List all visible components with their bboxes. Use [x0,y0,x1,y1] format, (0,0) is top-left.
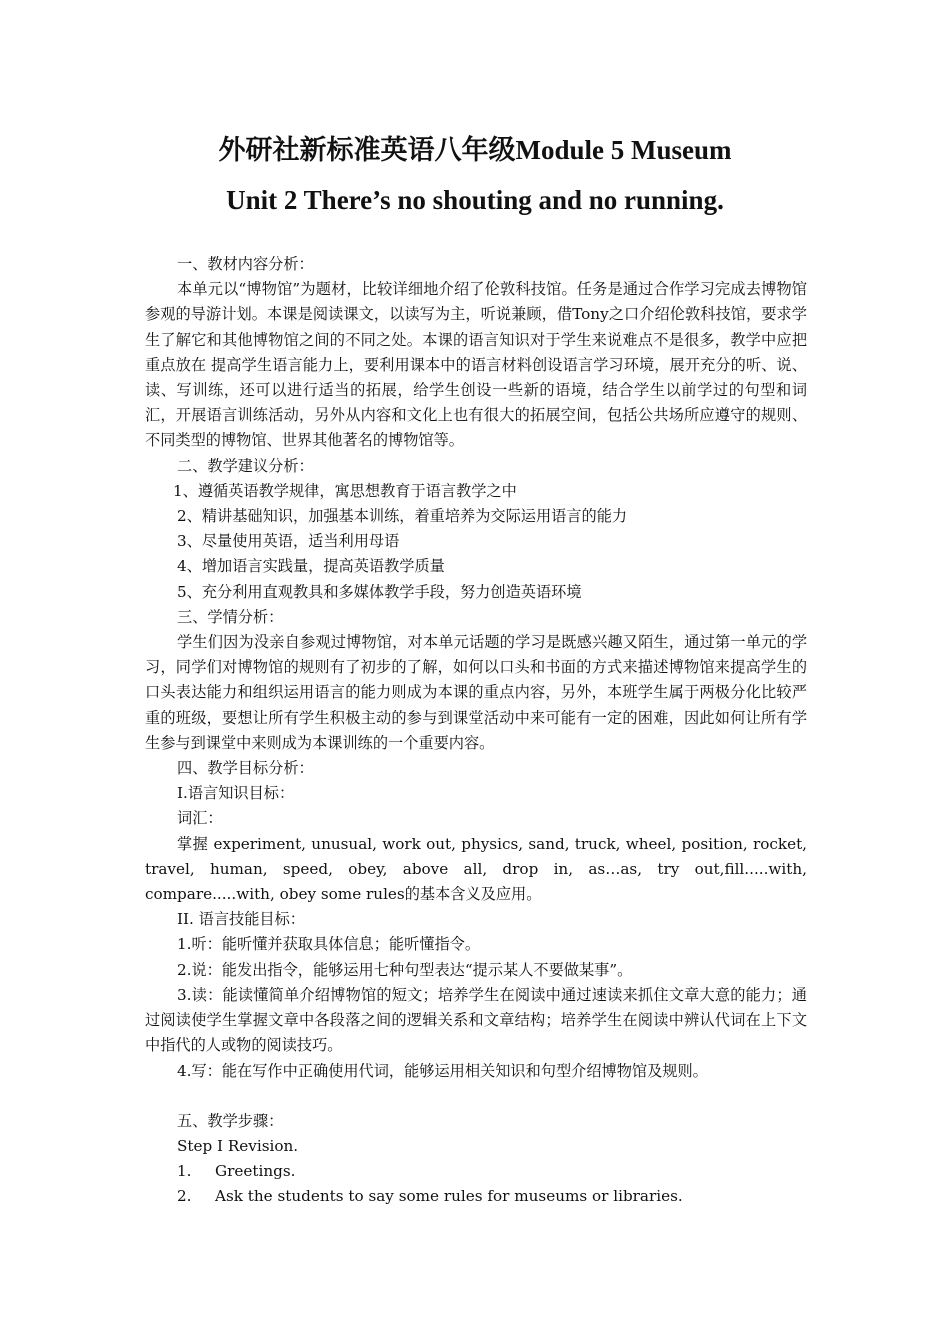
document-title: 外研社新标准英语八年级Module 5 Museum [218,135,732,165]
list-number: 1. [177,1162,192,1181]
vocabulary-paragraph: 掌握 experiment, unusual, work out, physics, sand, truck, wheel, position, rocket, travel, human, speed, obey, above all, drop in, as…as, try out,fill.....with, compare.....with, obey some rules的基本含义及应用。 [145,834,807,904]
list-item [145,1184,807,1209]
spacer [145,1084,807,1109]
skill-item-reading: 3.读：能读懂简单介绍博物馆的短文；培养学生在阅读中通过速读来抓住文章大意的能力；通过阅读使学生掌握文章中各段落之间的逻辑关系和文章结构；培养学生在阅读中辨认代词在上下文中指代的人或物的阅读技巧。 [145,985,807,1055]
section-heading-student-analysis: 三、学情分析： [177,607,284,626]
section-heading-content-analysis: 一、教材内容分析： [177,255,314,273]
document-body [145,252,807,1210]
section-heading-teaching-suggestions: 二、教学建议分析： [177,456,314,475]
suggestion-item: 4、增加语言实践量，提高英语教学质量 [177,557,445,576]
objective-subheading-skills: II. 语言技能目标： [177,910,305,929]
objective-subheading-knowledge: I.语言知识目标： [177,784,295,803]
list-number: 2. [177,1187,192,1206]
content-analysis-paragraph: 本单元以“博物馆”为题材，比较详细地介绍了伦敦科技馆。任务是通过合作学习完成去博物馆参观的导游计划。本课是阅读课文，以读写为主，听说兼顾，借Tony之口介绍伦敦科技馆，要求学生了解它和其他博物馆之间的不同之处。本课的语言知识对于学生来说难点不是很多，教学中应把重点放在 提高学生语言能力上，要利用课本中的语言材料创设语言学习环境，展开充分的听、说、读、写训练，还可以进行适当的拓展，给学生创设一些新的语境，结合学生以前学过的句型和词汇，开展语言训练活动，另外从内容和文化上也有很大的拓展空间，包括公共场所应遵守的规则、不同类型的博物馆、世界其他著名的博物馆等。 [145,280,807,450]
document-subtitle: Unit 2 There’s no shouting and no running. [226,185,724,215]
step-heading: Step I Revision. [177,1136,299,1155]
suggestion-item: 2、精讲基础知识，加强基本训练，着重培养为交际运用语言的能力 [177,507,628,526]
student-analysis-paragraph: 学生们因为没亲自参观过博物馆，对本单元话题的学习是既感兴趣又陌生，通过第一单元的学习，同学们对博物馆的规则有了初步的了解，如何以口头和书面的方式来描述博物馆来提高学生的口头表达能力和组织运用语言的能力则成为本课的重点内容，另外，本班学生属于两极分化比较严重的班级，要想让所有学生积极主动的参与到课堂活动中来可能有一定的困难，因此如何让所有学生参与到课堂中来则成为本课训练的一个重要内容。 [145,633,807,752]
section-heading-steps: 五、教学步骤： [177,1111,284,1130]
skill-item-listening: 1.听：能听懂并获取具体信息；能听懂指令。 [177,935,481,954]
skill-item-speaking: 2.说：能发出指令，能够运用七种句型表达“提示某人不要做某事”。 [177,960,633,979]
section-heading-objectives: 四、教学目标分析： [177,759,314,778]
list-text: Greetings. [215,1162,296,1181]
vocabulary-label: 词汇： [177,809,223,828]
list-text: Ask the students to say some rules for museums or libraries. [215,1187,683,1206]
skill-item-writing: 4.写：能在写作中正确使用代词，能够运用相关知识和句型介绍博物馆及规则。 [177,1061,708,1080]
list-item [145,1159,807,1184]
suggestion-item: 5、充分利用直观教具和多媒体教学手段，努力创造英语环境 [177,582,582,601]
suggestion-item: 1、遵循英语教学规律，寓思想教育于语言教学之中 [173,481,517,500]
suggestion-item: 3、尽量使用英语，适当利用母语 [177,532,400,551]
